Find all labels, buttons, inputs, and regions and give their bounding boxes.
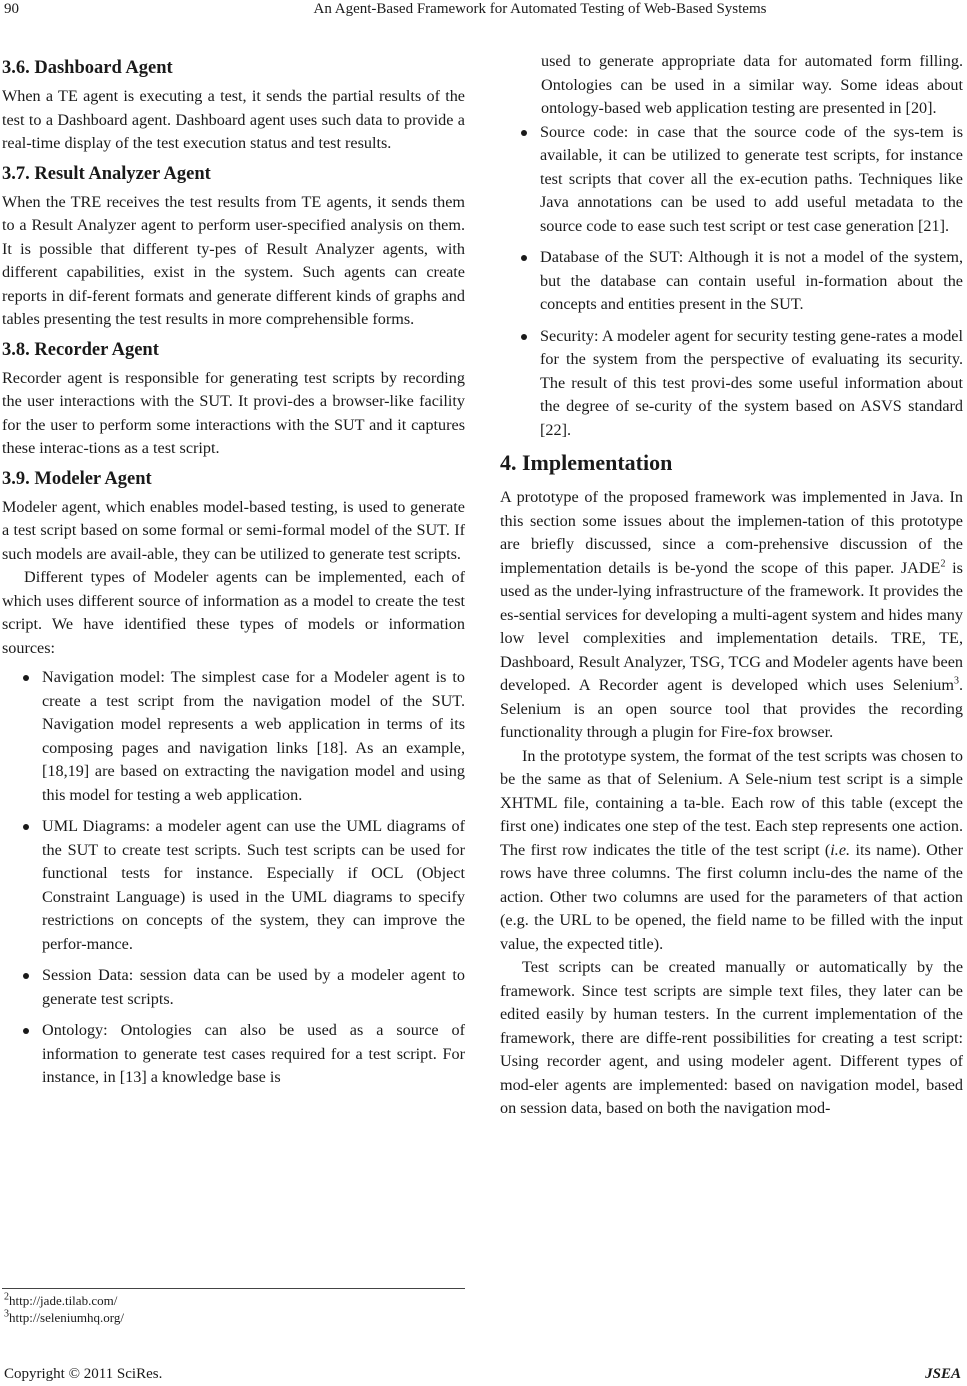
footnote-3 [4,1310,124,1325]
running-title: An Agent-Based Framework for Automated Testing of Web-Based Systems [313,1,767,17]
text-run: its name). Other rows have three columns. The first column inclu-des the name of the action. Other two columns are used for the parameters of that action (e.g. the URL to be opened, the field name to be filled with the input value, the expected title). [500,840,963,953]
bullet-icon [521,255,527,261]
paragraph-recorder-agent: Recorder agent is responsible for generating test scripts by recording the user interactions with the SUT. It provi-des a browser-like facility for the user to perform some interactions with the SUT and it captures these interac-tions as a test script. [2,368,465,457]
bullet-icon [23,675,29,681]
list-item [500,325,963,443]
bullet-list-model-sources [2,666,465,1090]
journal-abbreviation: JSEA [925,1366,961,1382]
list-item [2,1019,465,1090]
paragraph-implementation-1 [500,486,963,745]
footnote-link[interactable]: http://seleniumhq.org/ [9,1310,124,1325]
copyright-notice: Copyright © 2011 SciRes. [4,1366,163,1382]
running-header [0,0,967,26]
bullet-icon [23,824,29,830]
bullet-icon [23,973,29,979]
paragraph-dashboard-agent: When a TE agent is executing a test, it sends the partial results of the test to a Dashboard agent. Dashboard agent uses such data to provide a real-time display of the test execution status and test results. [2,87,465,152]
paragraph-implementation-3: Test scripts can be created manually or automatically by the framework. Since test scripts are simple text files, they later can be edited easily by human testers. In the current implementation of the framework, there are diffe-rent possibilities for creating a test script: Using recorder agent, and using modeler agent. Different types of mod-eler agents are implemented: based on navigation model, based on session data, based on both the navigation mod- [500,958,963,1117]
bullet-icon [521,130,527,136]
page-number: 90 [4,1,19,17]
section-heading-dashboard-agent: 3.6. Dashboard Agent [2,58,173,78]
paragraph-modeler-types: Different types of Modeler agents can be implemented, each of which uses different source of information as a model to create the test script. We have identified these types of models or information sources: [2,568,465,657]
footnote-2 [4,1293,117,1308]
footnote-mark: 3 [4,1308,9,1320]
text-run: A prototype of the proposed framework was implemented in Java. In this section some issues about the implemen-tation of this prototype are briefly discussed, since a com-prehensive discussion of the implementation details is be-yond the scope of this paper. JADE [500,488,963,577]
right-column [500,50,963,1121]
section-heading-result-analyzer-agent: 3.7. Result Analyzer Agent [2,163,211,184]
list-item [500,246,963,317]
footnote-mark: 2 [4,1291,9,1303]
list-item-text: Security: A modeler agent for security testing gene-rates a model for the system from the perspective of evaluating its security. The result of this test provi-des some useful information about the degree of se-curity of the system based on ASVS standard [22]. [540,326,963,439]
list-item-text: Ontology: Ontologies can also be used as a source of information to generate test cases required for a test script. For instance, in [13] a knowledge base is [42,1021,465,1086]
text-run: is used as the under-lying infrastructure of the framework. It provides the es-sential services for developing a multi-agent system and hides many low level complexities and implementation details. TRE, TE, Dashboard, Result Analyzer, TSG, TCG and Modeler agents have been developed. A Recorder agent is developed which uses Selenium [500,558,963,694]
list-item-text: UML Diagrams: a modeler agent can use the UML diagrams of the SUT to create test scripts. Such test scripts can be used for functional tests for instance. Especially if OCL (Object Constraint Language) is used in the UML diagrams to specify restrictions on concepts of the system, they can improve the perfor-mance. [42,817,465,953]
text-run: . Selenium is an open source tool that provides the recording functionality through a plugin for Fire-fox browser. [500,676,963,741]
italic-text: i.e. [830,840,851,859]
bullet-icon [23,1028,29,1034]
list-item [2,964,465,1011]
section-heading-implementation: 4. Implementation [500,450,673,475]
footnote-ref: 3 [953,675,959,687]
footnote-divider [2,1288,465,1289]
paragraph-implementation-2 [500,745,963,957]
list-item-text: Navigation model: The simplest case for a Modeler agent is to create a test script from the navigation model of the SUT. Navigation model represents a web application in terms of its composing pages and navigation links [18]. As an example, [18,19] are based on extracting the navigation model and using this model for testing a web application. [42,668,465,804]
left-column [2,50,465,1098]
list-item [2,666,465,807]
footnote-ref: 2 [940,558,946,570]
bullet-list-more-sources [500,121,963,443]
bullet-icon [521,334,527,340]
paragraph-modeler-agent: Modeler agent, which enables model-based testing, is used to generate a test script based on some formal or semi-formal model of the SUT. If such models are avail-able, they can be utilized to generate test scripts. [2,497,465,563]
list-item-text: Source code: in case that the source code of the sys-tem is available, it can be utilized to generate test scripts, for instance test scripts that cover all the ex-ecution paths. Techniques like Java annotations can be used to add useful metadata to the source code to ease such test script or test case generation [21]. [540,122,963,235]
paragraph-result-analyzer-agent: When the TRE receives the test results from TE agents, it sends them to a Result Analyzer agent to perform user-specified analysis on them. It is possible that different ty-pes of Result Analyzer agents, with different capabilities, exist in the system. Such agents can create reports in dif-ferent formats and generate different kinds of graphs and tables presenting the test results in more comprehensible forms. [2,192,465,328]
section-heading-recorder-agent: 3.8. Recorder Agent [2,339,159,360]
footnote-link[interactable]: http://jade.tilab.com/ [9,1293,118,1308]
list-item [2,815,465,956]
list-item [500,121,963,239]
text-run: In the prototype system, the format of the test scripts was chosen to be the same as that of Selenium. A Sele-nium test script is a simple XHTML file, containing a ta-ble. Each row of this table (except the first one) indicates one step of the test. Each step represents one action. The first row indicates the title of the test script ( [500,746,963,859]
list-item-text: Session Data: session data can be used by a modeler agent to generate test scripts. [42,966,465,1008]
list-item-text: Database of the SUT: Although it is not a model of the system, but the database can contain useful in-formation about the concepts and entities present in the SUT. [540,248,963,313]
section-heading-modeler-agent: 3.9. Modeler Agent [2,468,152,489]
bullet-continuation: used to generate appropriate data for automated form filling. Ontologies can be used in a similar way. Some ideas about ontology-based web application testing are presented in [20]. [541,52,963,117]
